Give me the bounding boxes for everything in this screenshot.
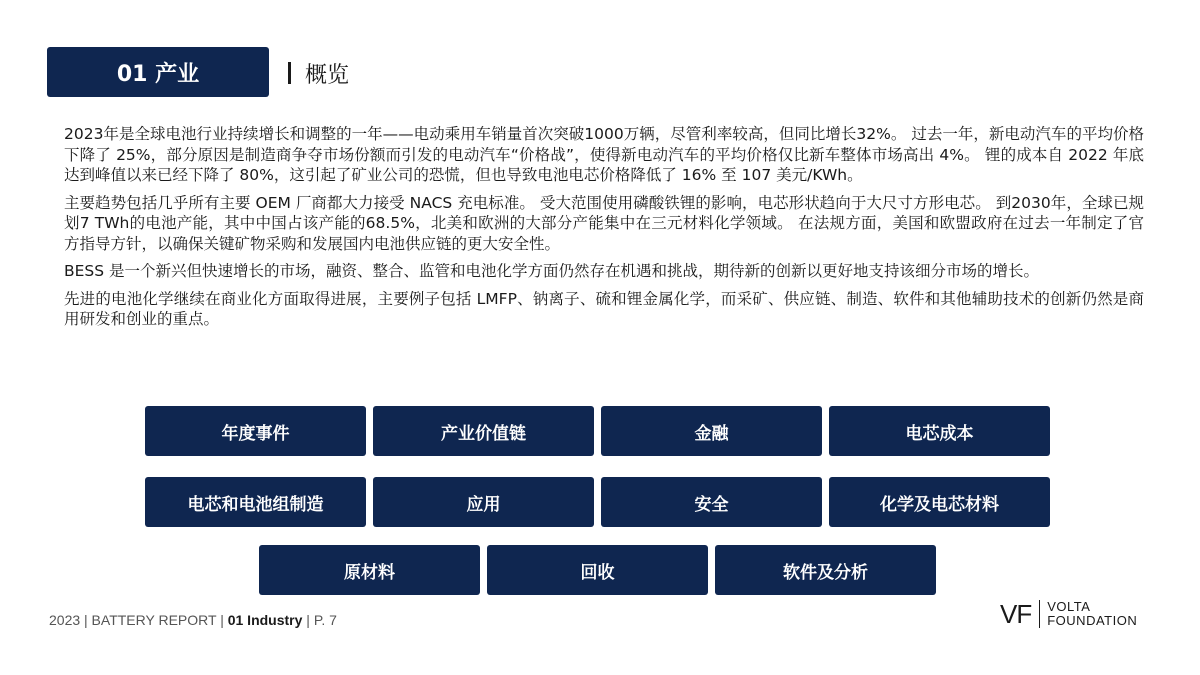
paragraph-2: 主要趋势包括几乎所有主要 OEM 厂商都大力接受 NACS 充电标准。 受大范围使用磷酸铁锂的影响，电芯形状趋向于大尺寸方形电芯。 到2030年，全球已规划7 TWh的电池产能，其中中国占该产能的68.5%，北美和欧洲的大部分产能集中在三元材料化学领域。 在法规方面，美国和欧盟政府在过去一年制定了官方指导方针，以确保关键矿物采购和发展国内电池供应链的更大安全性。 [64,193,1144,253]
section-tab [47,47,269,97]
footer-prefix: 2023 | BATTERY REPORT | [49,612,228,628]
volta-foundation-logo [1000,599,1137,629]
nav-button-recycling[interactable]: 回收 [487,545,708,595]
nav-button-value-chain[interactable]: 产业价值链 [373,406,594,456]
paragraph-4: 先进的电池化学继续在商业化方面取得进展，主要例子包括 LMFP、钠离子、硫和锂金属化学，而采矿、供应链、制造、软件和其他辅助技术的创新仍然是商用研发和创业的重点。 [64,289,1144,328]
logo-line-2: FOUNDATION [1047,613,1138,628]
logo-wordmark [1040,600,1137,628]
nav-button-applications[interactable]: 应用 [373,477,594,527]
page-footer [49,612,337,628]
nav-button-raw-materials[interactable]: 原材料 [259,545,480,595]
footer-page: | P. 7 [302,612,337,628]
footer-section: 01 Industry [227,612,303,628]
overview-text [64,124,1144,337]
nav-button-cell-cost[interactable]: 电芯成本 [829,406,1050,456]
page-subtitle: 概览 [305,62,350,88]
subtitle-divider [288,62,291,84]
nav-button-safety[interactable]: 安全 [601,477,822,527]
paragraph-1: 2023年是全球电池行业持续增长和调整的一年——电动乘用车销量首次突破1000万辆，尽管利率较高，但同比增长32%。 过去一年，新电动汽车的平均价格下降了 25%，部分原因是制造商争夺市场份额而引发的电动汽车“价格战”，使得新电动汽车的平均价格仅比新车整体市场高出 4%。 锂的成本自 2022 年底达到峰值以来已经下降了 80%，这引起了矿业公司的恐慌，但也导致电池电芯价格降低了 16% 至 107 美元/KWh。 [64,125,1144,184]
section-label: 01 产业 [116,61,200,87]
nav-button-finance[interactable]: 金融 [601,406,822,456]
nav-button-manufacturing[interactable]: 电芯和电池组制造 [145,477,366,527]
logo-line-1: VOLTA [1047,599,1091,614]
nav-button-software-analytics[interactable]: 软件及分析 [715,545,936,595]
nav-button-chemistry-materials[interactable]: 化学及电芯材料 [829,477,1050,527]
paragraph-3: BESS 是一个新兴但快速增长的市场，融资、整合、监管和电池化学方面仍然存在机遇和挑战，期待新的创新以更好地支持该细分市场的增长。 [64,262,1040,280]
subtitle-wrap [288,58,349,88]
nav-button-annual-events[interactable]: 年度事件 [145,406,366,456]
logo-mark: VF [1000,600,1040,628]
